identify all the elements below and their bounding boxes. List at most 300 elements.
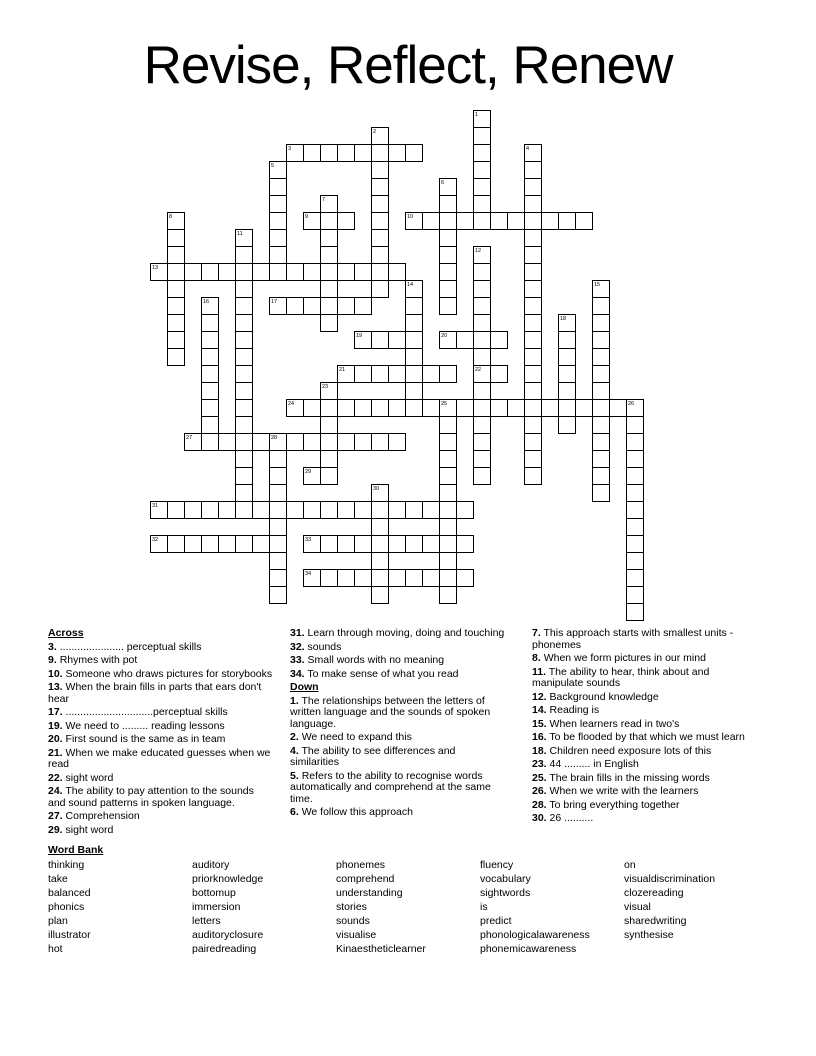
- grid-cell: [524, 450, 542, 468]
- clue-number: 26.: [532, 785, 547, 797]
- across-clue-32: [290, 642, 526, 654]
- clue-number: 8.: [532, 652, 541, 664]
- grid-cell: [371, 144, 389, 162]
- grid-cell: [235, 365, 253, 383]
- word-bank-item: pairedreading: [192, 943, 257, 955]
- grid-cell: [269, 195, 287, 213]
- word-bank-item: bottomup: [192, 887, 236, 899]
- grid-cell: [303, 263, 321, 281]
- grid-cell: [320, 535, 338, 553]
- grid-cell: [286, 433, 304, 451]
- grid-cell: [269, 229, 287, 247]
- grid-number-label: 31: [152, 502, 159, 509]
- grid-cell: [337, 399, 355, 417]
- grid-cell: [524, 382, 542, 400]
- grid-cell: [524, 399, 542, 417]
- grid-cell: [558, 382, 576, 400]
- clue-number: 1.: [290, 694, 299, 707]
- clue-text-continued: language.: [290, 717, 337, 730]
- grid-cell: [507, 212, 525, 230]
- word-bank-item: phonologicalawareness: [480, 929, 590, 941]
- grid-number-label: 30: [373, 485, 380, 492]
- grid-number-label: 14: [407, 281, 414, 288]
- grid-cell: [320, 416, 338, 434]
- down-clue-30: [532, 813, 768, 825]
- grid-cell: [235, 246, 253, 264]
- grid-number-label: 10: [407, 213, 414, 220]
- grid-cell: [371, 246, 389, 264]
- clue-number: 31.: [290, 627, 305, 639]
- grid-cell: [354, 144, 372, 162]
- grid-cell: [320, 229, 338, 247]
- grid-cell: [337, 263, 355, 281]
- grid-cell: [507, 399, 525, 417]
- grid-cell: [201, 263, 219, 281]
- grid-cell: [439, 212, 457, 230]
- clue-text: Someone who draws pictures for storybooks: [65, 667, 273, 680]
- grid-cell: [235, 331, 253, 349]
- clue-text: First sound is the same as in team: [65, 733, 226, 745]
- grid-cell: [626, 433, 644, 451]
- grid-cell: [252, 535, 270, 553]
- clue-number: 13.: [48, 681, 63, 693]
- word-bank-item: comprehend: [336, 873, 395, 885]
- clue-text: Rhymes with pot: [59, 654, 138, 666]
- grid-cell: [303, 297, 321, 315]
- grid-cell: [473, 161, 491, 179]
- grid-cell: [439, 416, 457, 434]
- grid-cell: [337, 144, 355, 162]
- grid-cell: [337, 297, 355, 315]
- grid-cell: [439, 552, 457, 570]
- across-clue-27: [48, 811, 284, 823]
- grid-cell: [439, 450, 457, 468]
- grid-cell: [371, 433, 389, 451]
- clue-text: When the brain fills in parts that ears don't: [65, 681, 262, 693]
- grid-cell: [371, 331, 389, 349]
- grid-cell: [626, 416, 644, 434]
- clue-number: 28.: [532, 798, 547, 811]
- grid-cell: [235, 263, 253, 281]
- clue-number: 6.: [290, 806, 299, 818]
- grid-number-label: 20: [441, 332, 448, 339]
- clue-number: 2.: [290, 731, 299, 743]
- grid-number-label: 26: [628, 400, 635, 407]
- grid-cell: [626, 586, 644, 604]
- grid-cell: [473, 280, 491, 298]
- grid-cell: [592, 484, 610, 502]
- grid-cell: [558, 399, 576, 417]
- clue-text: ...................... perceptual skills: [59, 640, 202, 653]
- grid-cell: [201, 416, 219, 434]
- clue-number: 25.: [532, 771, 547, 784]
- grid-cell: [235, 382, 253, 400]
- clues-column-3: [532, 628, 768, 825]
- clue-text: The ability to see differences and: [301, 744, 456, 757]
- grid-number-label: 13: [152, 264, 159, 271]
- clue-number: 14.: [532, 704, 547, 716]
- grid-cell: [405, 314, 423, 332]
- down-clue-25: [532, 773, 768, 785]
- clue-text: To be flooded by that which we must learn: [549, 731, 745, 743]
- grid-number-label: 12: [475, 247, 482, 254]
- grid-cell: [167, 297, 185, 315]
- grid-cell: [626, 603, 644, 621]
- clue-text: Small words with no meaning: [307, 654, 445, 666]
- grid-cell: [592, 467, 610, 485]
- grid-cell: [439, 365, 457, 383]
- across-clue-17: [48, 707, 284, 719]
- grid-cell: [473, 144, 491, 162]
- grid-cell: [524, 229, 542, 247]
- clue-text: 44 ......... in English: [549, 758, 639, 770]
- grid-cell: [201, 365, 219, 383]
- grid-cell: [337, 212, 355, 230]
- grid-cell: [609, 399, 627, 417]
- down-clue-7: [532, 628, 768, 651]
- grid-cell: [320, 144, 338, 162]
- grid-number-label: 29: [305, 468, 312, 475]
- across-clue-21: [48, 748, 284, 771]
- grid-cell: [626, 484, 644, 502]
- down-clue-14: [532, 705, 768, 717]
- grid-cell: [422, 569, 440, 587]
- clue-number: 24.: [48, 785, 63, 797]
- clue-number: 22.: [48, 771, 63, 784]
- grid-cell: [167, 280, 185, 298]
- across-clue-34: [290, 669, 526, 681]
- grid-cell: [490, 399, 508, 417]
- grid-cell: [558, 348, 576, 366]
- grid-cell: [201, 535, 219, 553]
- grid-cell: [320, 501, 338, 519]
- grid-cell: [235, 280, 253, 298]
- grid-cell: [286, 263, 304, 281]
- grid-cell: [320, 399, 338, 417]
- grid-cell: [524, 416, 542, 434]
- grid-cell: [235, 484, 253, 502]
- grid-cell: [473, 467, 491, 485]
- across-clue-29: [48, 825, 284, 837]
- grid-cell: [524, 195, 542, 213]
- word-bank-item: priorknowledge: [192, 873, 264, 885]
- clue-text: Background knowledge: [549, 690, 659, 703]
- grid-cell: [405, 297, 423, 315]
- clue-text-continued: automatically and comprehend at the same: [290, 781, 491, 793]
- word-bank-item: balanced: [48, 887, 91, 899]
- grid-cell: [354, 263, 372, 281]
- grid-cell: [235, 467, 253, 485]
- grid-cell: [405, 365, 423, 383]
- grid-cell: [235, 535, 253, 553]
- grid-cell: [388, 365, 406, 383]
- grid-cell: [422, 501, 440, 519]
- grid-cell: [371, 263, 389, 281]
- clue-number: 29.: [48, 823, 63, 836]
- grid-cell: [592, 331, 610, 349]
- clue-text: When we form pictures in our mind: [543, 652, 706, 664]
- grid-cell: [269, 501, 287, 519]
- clue-number: 9.: [48, 654, 57, 666]
- clue-number: 18.: [532, 744, 547, 757]
- grid-cell: [439, 433, 457, 451]
- grid-cell: [269, 467, 287, 485]
- clue-number: 23.: [532, 758, 547, 770]
- down-clue-1: [290, 696, 526, 731]
- grid-cell: [558, 212, 576, 230]
- down-heading: Down: [290, 681, 319, 693]
- grid-cell: [167, 246, 185, 264]
- grid-cell: [320, 297, 338, 315]
- grid-cell: [269, 535, 287, 553]
- clue-text-continued: written language and the sounds of spoken: [290, 706, 491, 718]
- down-clue-12: [532, 692, 768, 704]
- down-clue-15: [532, 719, 768, 731]
- grid-cell: [439, 297, 457, 315]
- grid-cell: [269, 569, 287, 587]
- grid-cell: [269, 450, 287, 468]
- clue-text: Comprehension: [65, 810, 140, 822]
- grid-cell: [388, 433, 406, 451]
- word-bank-item: Kinaestheticlearner: [336, 943, 426, 955]
- grid-cell: [354, 433, 372, 451]
- grid-cell: [269, 552, 287, 570]
- grid-cell: [269, 586, 287, 604]
- clue-number: 34.: [290, 667, 305, 680]
- clue-text-continued: phonemes: [532, 638, 582, 651]
- word-bank-item: visualise: [336, 929, 377, 941]
- grid-cell: [218, 501, 236, 519]
- grid-cell: [201, 399, 219, 417]
- grid-cell: [269, 484, 287, 502]
- grid-cell: [201, 433, 219, 451]
- grid-cell: [388, 399, 406, 417]
- word-bank-item: on: [624, 859, 636, 871]
- page-title: Revise, Reflect, Renew: [143, 36, 673, 95]
- grid-cell: [405, 535, 423, 553]
- grid-cell: [252, 501, 270, 519]
- grid-cell: [201, 331, 219, 349]
- clue-text: ..............................perceptual skills: [65, 706, 228, 718]
- word-bank-item: auditory: [192, 859, 230, 871]
- grid-cell: [303, 399, 321, 417]
- word-bank-item: plan: [48, 915, 68, 927]
- word-bank-item: auditoryclosure: [192, 929, 264, 941]
- clue-text: When learners read in two's: [549, 717, 680, 730]
- grid-cell: [524, 365, 542, 383]
- grid-cell: [388, 331, 406, 349]
- word-bank-item: is: [480, 901, 488, 913]
- clue-number: 30.: [532, 812, 547, 824]
- grid-cell: [201, 501, 219, 519]
- grid-cell: [439, 280, 457, 298]
- grid-cell: [439, 195, 457, 213]
- grid-number-label: 11: [237, 230, 243, 237]
- grid-cell: [354, 535, 372, 553]
- grid-cell: [371, 365, 389, 383]
- grid-cell: [473, 195, 491, 213]
- clue-number: 4.: [290, 744, 299, 757]
- clues-column-2: [290, 628, 526, 819]
- grid-cell: [218, 433, 236, 451]
- grid-cell: [524, 331, 542, 349]
- grid-cell: [473, 331, 491, 349]
- grid-cell: [320, 467, 338, 485]
- grid-cell: [524, 314, 542, 332]
- grid-cell: [592, 348, 610, 366]
- down-clue-26: [532, 786, 768, 798]
- grid-number-label: 32: [152, 536, 159, 543]
- grid-number-label: 5: [271, 162, 275, 169]
- clue-text: To bring everything together: [549, 798, 680, 811]
- grid-cell: [320, 433, 338, 451]
- clue-text: Reading is: [549, 704, 600, 716]
- clue-number: 5.: [290, 769, 299, 782]
- grid-cell: [167, 314, 185, 332]
- grid-cell: [405, 501, 423, 519]
- grid-cell: [524, 246, 542, 264]
- grid-cell: [575, 212, 593, 230]
- grid-number-label: 23: [322, 383, 329, 390]
- grid-cell: [388, 569, 406, 587]
- grid-cell: [524, 263, 542, 281]
- grid-number-label: 18: [560, 315, 567, 322]
- grid-cell: [371, 212, 389, 230]
- grid-cell: [592, 314, 610, 332]
- down-clue-28: [532, 800, 768, 812]
- grid-cell: [337, 569, 355, 587]
- grid-cell: [456, 501, 474, 519]
- clue-number: 19.: [48, 719, 63, 732]
- down-clue-5: [290, 771, 526, 806]
- grid-cell: [371, 569, 389, 587]
- grid-cell: [167, 263, 185, 281]
- clue-number: 3.: [48, 640, 57, 653]
- grid-cell: [286, 297, 304, 315]
- word-bank-item: fluency: [480, 859, 514, 871]
- grid-cell: [422, 365, 440, 383]
- across-heading: Across: [48, 627, 84, 639]
- grid-cell: [235, 297, 253, 315]
- grid-cell: [269, 212, 287, 230]
- grid-cell: [167, 331, 185, 349]
- grid-cell: [541, 212, 559, 230]
- grid-cell: [371, 399, 389, 417]
- grid-cell: [371, 518, 389, 536]
- grid-number-label: 15: [594, 281, 601, 288]
- grid-number-label: 21: [339, 366, 346, 373]
- grid-cell: [235, 348, 253, 366]
- grid-cell: [371, 195, 389, 213]
- across-clue-10: [48, 669, 284, 681]
- grid-number-label: 28: [271, 434, 278, 441]
- grid-cell: [184, 535, 202, 553]
- grid-cell: [405, 348, 423, 366]
- grid-cell: [354, 569, 372, 587]
- clue-number: 16.: [532, 731, 547, 743]
- grid-cell: [167, 229, 185, 247]
- clue-text: Learn through moving, doing and touching: [307, 627, 505, 639]
- grid-cell: [473, 263, 491, 281]
- across-clue-3: [48, 642, 284, 654]
- word-bank-item: phonemicawareness: [480, 943, 577, 955]
- grid-cell: [235, 501, 253, 519]
- grid-cell: [473, 178, 491, 196]
- grid-cell: [320, 212, 338, 230]
- word-bank-item: understanding: [336, 887, 403, 899]
- grid-cell: [354, 399, 372, 417]
- grid-cell: [541, 399, 559, 417]
- word-bank-item: letters: [192, 915, 221, 927]
- grid-cell: [422, 399, 440, 417]
- grid-cell: [167, 501, 185, 519]
- grid-cell: [592, 416, 610, 434]
- grid-cell: [592, 365, 610, 383]
- grid-cell: [524, 161, 542, 179]
- grid-cell: [439, 586, 457, 604]
- grid-number-label: 7: [322, 196, 326, 203]
- grid-cell: [422, 212, 440, 230]
- grid-cell: [201, 348, 219, 366]
- grid-cell: [167, 348, 185, 366]
- grid-cell: [320, 450, 338, 468]
- grid-number-label: 1: [475, 111, 479, 118]
- clues-column-1: [48, 628, 284, 836]
- grid-cell: [405, 399, 423, 417]
- grid-cell: [371, 229, 389, 247]
- word-bank-item: phonics: [48, 901, 85, 913]
- grid-cell: [371, 586, 389, 604]
- grid-cell: [235, 399, 253, 417]
- across-clue-20: [48, 734, 284, 746]
- grid-cell: [303, 501, 321, 519]
- down-clue-8: [532, 653, 768, 665]
- grid-cell: [456, 569, 474, 587]
- grid-cell: [337, 501, 355, 519]
- word-bank-item: phonemes: [336, 859, 386, 871]
- grid-cell: [405, 382, 423, 400]
- grid-cell: [388, 144, 406, 162]
- grid-cell: [626, 535, 644, 553]
- grid-cell: [354, 365, 372, 383]
- grid-number-label: 22: [475, 366, 482, 373]
- clue-number: 21.: [48, 746, 63, 759]
- grid-cell: [558, 331, 576, 349]
- grid-number-label: 16: [203, 298, 210, 305]
- word-bank-item: illustrator: [48, 929, 91, 941]
- word-bank-item: visual: [624, 901, 651, 913]
- grid-number-label: 8: [169, 213, 173, 220]
- across-clue-19: [48, 721, 284, 733]
- grid-cell: [439, 467, 457, 485]
- grid-cell: [524, 297, 542, 315]
- word-bank: [48, 858, 768, 956]
- grid-cell: [235, 433, 253, 451]
- word-bank-item: immersion: [192, 901, 241, 913]
- grid-cell: [269, 263, 287, 281]
- down-clue-16: [532, 732, 768, 744]
- grid-cell: [371, 501, 389, 519]
- grid-number-label: 27: [186, 434, 193, 441]
- across-clue-13: [48, 682, 284, 705]
- down-clue-23: [532, 759, 768, 771]
- clue-text: This approach starts with smallest units -: [543, 627, 734, 639]
- clue-text: sight word: [65, 771, 114, 784]
- grid-number-label: 9: [305, 213, 309, 220]
- grid-cell: [320, 263, 338, 281]
- clue-text: To make sense of what you read: [307, 667, 459, 680]
- grid-cell: [422, 535, 440, 553]
